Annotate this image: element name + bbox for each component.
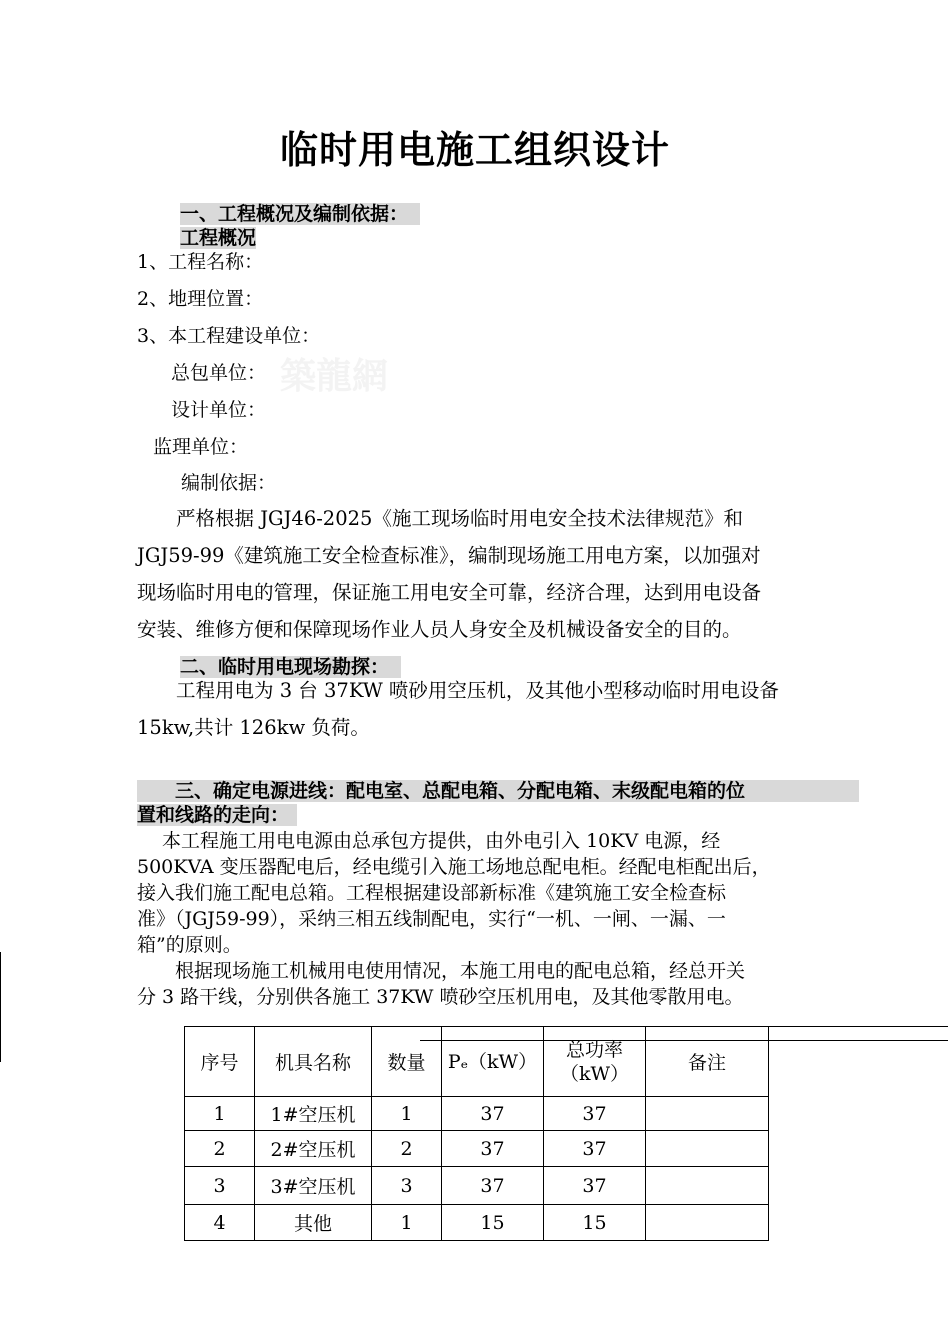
- section3-line: 接入我们施工配电总箱。工程根据建设部新标准《建筑施工安全检查标: [137, 882, 727, 904]
- table-cell: [646, 1205, 769, 1241]
- table-cell: [646, 1131, 769, 1167]
- table-cell: [646, 1167, 769, 1205]
- section2-heading: 二、临时用电现场勘探：: [180, 656, 401, 678]
- table-cell: 15: [544, 1205, 646, 1241]
- basis-line: 严格根据 JGJ46-2025《施工现场临时用电安全技术法律规范》和: [137, 507, 743, 530]
- section3-line: 箱”的原则。: [137, 934, 242, 956]
- table-row: [185, 1205, 769, 1241]
- basis-line: 现场临时用电的管理，保证施工用电安全可靠，经济合理，达到用电设备: [137, 581, 762, 604]
- section3-line: 准》（JGJ59-99），采纳三相五线制配电，实行“一机、一闸、一漏、一: [137, 908, 726, 930]
- basis-line: 安装、维修方便和保障现场作业人员人身安全及机械设备安全的目的。: [137, 618, 742, 641]
- table-cell: [646, 1097, 769, 1131]
- section2-line: 工程用电为 3 台 37KW 喷砂用空压机，及其他小型移动临时用电设备: [137, 679, 779, 702]
- table-cell: 37: [442, 1167, 544, 1205]
- section3-paragraph: [137, 828, 859, 1010]
- item-location: 2、地理位置：: [137, 288, 264, 310]
- header-cell: Pₑ（kW）: [442, 1027, 544, 1097]
- section2-paragraph: [137, 672, 859, 746]
- table-cell: 其他: [255, 1205, 372, 1241]
- table-cell: 3: [372, 1167, 442, 1205]
- table-header-row: [185, 1027, 769, 1097]
- equipment-table: [184, 1026, 769, 1241]
- section3-heading-line2: 置和线路的走向：: [137, 804, 297, 826]
- table-cell: 3: [185, 1167, 255, 1205]
- item-supervisor: 监理单位：: [153, 436, 249, 458]
- header-cell: 序号: [185, 1027, 255, 1097]
- table-cell: 1: [185, 1097, 255, 1131]
- section1-subheading: 工程概况: [180, 227, 257, 249]
- table-cell: 15: [442, 1205, 544, 1241]
- table-cell: 2: [372, 1131, 442, 1167]
- table-cell: 37: [544, 1167, 646, 1205]
- basis-line: JGJ59-99《建筑施工安全检查标准》，编制现场施工用电方案，以加强对: [137, 544, 761, 567]
- basis-paragraph: [137, 500, 859, 648]
- header-cell: 备注: [646, 1027, 769, 1097]
- table-cell: 1#空压机: [255, 1097, 372, 1131]
- document-title: 临时用电施工组织设计: [279, 128, 670, 172]
- section3-line: 分 3 路干线，分别供各施工 37KW 喷砂空压机用电，及其他零散用电。: [137, 986, 744, 1008]
- table-cell: 3#空压机: [255, 1167, 372, 1205]
- table-cell: 37: [442, 1131, 544, 1167]
- header-cell: 总功率（kW）: [544, 1027, 646, 1097]
- margin-rule: [0, 952, 1, 1062]
- table-cell: 4: [185, 1205, 255, 1241]
- section2-line: 15kw,共计 126kw 负荷。: [137, 716, 370, 739]
- item-owner: 3、本工程建设单位：: [137, 325, 321, 347]
- header-cell: 机具名称: [255, 1027, 372, 1097]
- basis-label: 编制依据：: [181, 472, 277, 494]
- table-row: [185, 1131, 769, 1167]
- table-cell: 2: [185, 1131, 255, 1167]
- table-cell: 1: [372, 1205, 442, 1241]
- table-row: [185, 1097, 769, 1131]
- item-project-name: 1、工程名称：: [137, 251, 264, 273]
- section3-line: 本工程施工用电电源由总承包方提供，由外电引入 10KV 电源，经: [137, 830, 721, 852]
- table-cell: 2#空压机: [255, 1131, 372, 1167]
- table-cell: 37: [544, 1097, 646, 1131]
- section3-heading-line1: 三、确定电源进线：配电室、总配电箱、分配电箱、末级配电箱的位: [137, 780, 859, 802]
- section3-line: 500KVA 变压器配电后，经电缆引入施工场地总配电柜。经配电柜配出后，: [137, 856, 771, 878]
- section1-heading: 一、工程概况及编制依据：: [180, 203, 420, 225]
- table-cell: 37: [442, 1097, 544, 1131]
- watermark: 築龍網: [280, 355, 389, 397]
- item-designer: 设计单位：: [171, 399, 267, 421]
- table-cell: 37: [544, 1131, 646, 1167]
- header-cell: 数量: [372, 1027, 442, 1097]
- table-cell: 1: [372, 1097, 442, 1131]
- item-general-contractor: 总包单位：: [171, 362, 267, 384]
- section3-line: 根据现场施工机械用电使用情况，本施工用电的配电总箱，经总开关: [137, 960, 746, 982]
- table-row: [185, 1167, 769, 1205]
